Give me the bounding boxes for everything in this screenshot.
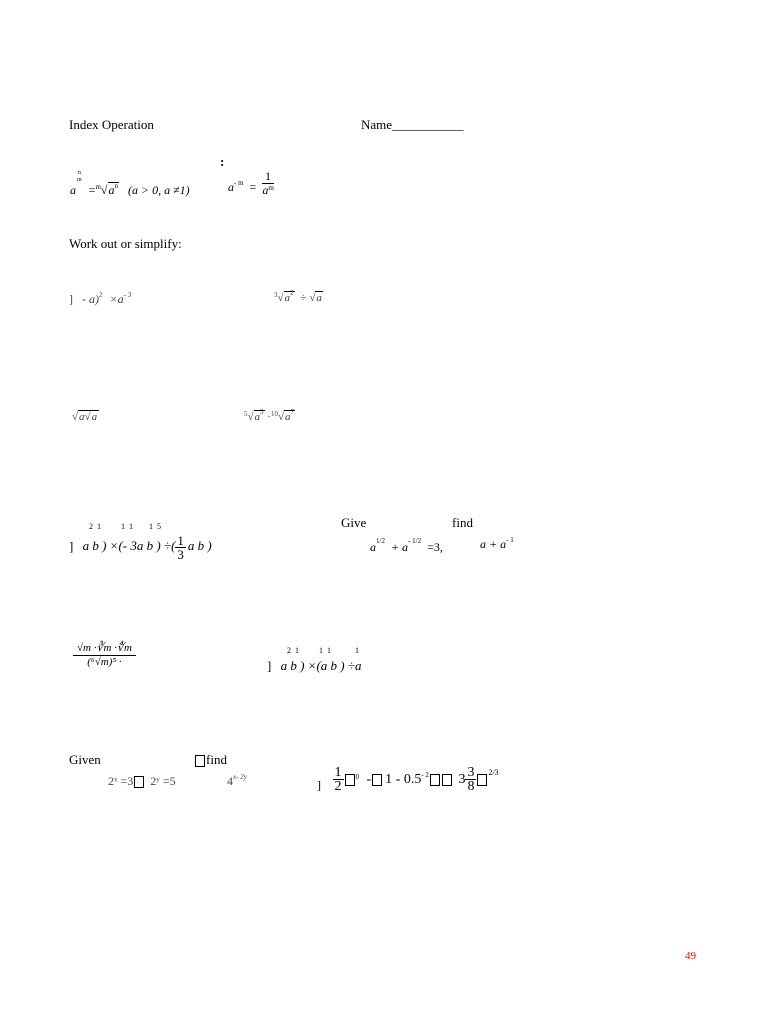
p9-find-label: find bbox=[206, 752, 227, 767]
p10-mixed-den: 8 bbox=[467, 779, 475, 794]
p4-radicand1: a bbox=[254, 411, 261, 423]
rule2-den-base: a bbox=[262, 183, 269, 197]
p6-find-label: find bbox=[452, 515, 473, 530]
rule2-base: a bbox=[228, 180, 234, 195]
p10-half-fraction bbox=[333, 766, 344, 793]
rule2-equals: = bbox=[249, 180, 257, 195]
rule2-fraction bbox=[262, 170, 273, 199]
p10-frac-num: 1 bbox=[334, 765, 342, 780]
p6-target-expr: a + a bbox=[480, 537, 507, 551]
p4-radicand1-exp: 3 bbox=[260, 408, 264, 416]
instruction-text: Work out or simplify: bbox=[69, 236, 182, 251]
p9-target-base: 4 bbox=[227, 774, 233, 788]
p2-radicand: a bbox=[284, 292, 291, 304]
rule1-equals: = bbox=[88, 183, 96, 197]
p9-target-exp: x- 2y bbox=[233, 773, 247, 781]
p10-frac-den: 2 bbox=[334, 779, 342, 794]
p10-mixed-fraction bbox=[465, 766, 476, 793]
rule-fractional-exponent: a n m $=^m√a^n$ (a > 0, a ≠1) bbox=[70, 170, 190, 197]
placeholder-box-icon bbox=[442, 774, 452, 786]
rule1-root-index: m bbox=[95, 183, 101, 191]
p1-exp2: - 3 bbox=[123, 291, 132, 299]
p3-outer-radicand: a bbox=[79, 411, 85, 423]
p6-cond-eq: =3, bbox=[427, 540, 443, 554]
problem-5 bbox=[69, 522, 212, 562]
p10-middle-exp: - 2 bbox=[421, 770, 429, 779]
problem-1 bbox=[69, 292, 131, 307]
p8-expression: a b ) ×(a b ) ÷a bbox=[280, 658, 362, 673]
p10-final-exp: 2/3 bbox=[488, 767, 499, 777]
rule1-exp-num: n bbox=[77, 170, 81, 176]
rule1-condition: (a > 0, a ≠1) bbox=[128, 183, 190, 197]
p5-tail: a b ) bbox=[187, 538, 212, 554]
p7-fraction bbox=[73, 642, 136, 669]
p10-mixed-num: 3 bbox=[467, 765, 475, 780]
rule2-numerator: 1 bbox=[262, 170, 273, 184]
placeholder-box-icon bbox=[477, 774, 487, 786]
p6-target-exp: - 1 bbox=[506, 536, 514, 544]
problem-4: $^5√a^3 \cdot^{10}√a^7$ bbox=[244, 408, 295, 423]
p2-root-index: 3 bbox=[274, 291, 278, 299]
p9-find-wrap bbox=[194, 752, 227, 768]
p5-expression: a b ) ×(- 3a b ) ÷( bbox=[82, 538, 176, 554]
p1-exp: 2 bbox=[99, 291, 103, 299]
problem-2: $^3√a^2 \div √a$ bbox=[274, 289, 322, 304]
p2-divide: ÷ bbox=[300, 292, 307, 304]
rule-negative-exponent bbox=[228, 168, 274, 197]
p1-bracket: ] bbox=[69, 292, 73, 306]
colon-mark: : bbox=[220, 154, 225, 169]
problem-7 bbox=[73, 642, 136, 669]
rule2-exp: - m bbox=[234, 179, 244, 188]
placeholder-box-icon bbox=[372, 774, 382, 786]
p5-frac-den: 3 bbox=[177, 547, 184, 562]
p2-radicand2: a bbox=[316, 292, 322, 304]
p1-base: - a) bbox=[82, 292, 99, 306]
p1-times: ×a bbox=[109, 292, 124, 306]
rule1-radicand-exp: n bbox=[114, 182, 118, 190]
p9-given-label: Given bbox=[69, 752, 101, 767]
p5-frac-num: 1 bbox=[177, 533, 184, 548]
p4-root-index2: 10 bbox=[270, 410, 278, 418]
p6-give-label: Give bbox=[341, 515, 367, 530]
name-field-label: Name___________ bbox=[361, 117, 464, 132]
p9-conditions bbox=[108, 774, 176, 789]
p10-whole: 3 bbox=[458, 771, 466, 787]
p10-middle: 1 - 0.5 bbox=[385, 771, 422, 787]
placeholder-box-icon bbox=[195, 755, 205, 767]
rule1-exp-den: m bbox=[77, 177, 82, 183]
page-number: 49 bbox=[685, 950, 696, 962]
rule2-den-exp: m bbox=[268, 184, 274, 192]
problem-10: ] $\frac{1}{2}$ $^0 - 1 - 0.5^{- 2}$ 3 $\frac{3}{8}$ $^{2/3}$ bbox=[317, 765, 499, 794]
p5-exponents: 2 1 1 1 1 5 bbox=[89, 522, 161, 531]
p5-fraction bbox=[175, 534, 186, 561]
p6-target bbox=[480, 537, 514, 552]
p4-radicand2-exp: 7 bbox=[290, 408, 295, 416]
p2-radicand-exp: 2 bbox=[290, 289, 294, 297]
placeholder-box-icon bbox=[345, 774, 355, 786]
p8-bracket: ] bbox=[267, 658, 272, 673]
rule1-base: a bbox=[70, 183, 76, 197]
worksheet-title: Index Operation bbox=[69, 117, 154, 132]
placeholder-box-icon bbox=[134, 776, 144, 788]
p6-cond-exp2: - 1/2 bbox=[408, 537, 422, 545]
p6-condition bbox=[370, 530, 443, 554]
problem-3: √a√a bbox=[72, 411, 98, 423]
p9-target bbox=[227, 774, 247, 789]
p7-numerator: √m ·∛m ·∜m bbox=[73, 642, 136, 656]
p4-root-index1: 5 bbox=[244, 410, 248, 418]
p6-cond-exp1: 1/2 bbox=[376, 537, 385, 545]
p3-inner-radicand: a bbox=[91, 411, 98, 423]
p7-denominator: (⁶√m)⁵ · bbox=[87, 656, 122, 668]
placeholder-box-icon bbox=[430, 774, 440, 786]
problem-8 bbox=[267, 646, 362, 673]
p9-condition-y: 2ʸ =5 bbox=[150, 774, 176, 788]
p9-condition-x: 2ˣ =3 bbox=[108, 774, 134, 788]
rule1-radicand: a bbox=[108, 183, 115, 197]
p8-exponents: 2 1 1 1 1 bbox=[287, 646, 359, 655]
p6-cond-plus: + a bbox=[390, 540, 409, 554]
p4-radicand2: a bbox=[285, 411, 291, 423]
p5-bracket: ] bbox=[69, 538, 74, 554]
p10-bracket: ] bbox=[317, 777, 321, 792]
p6-cond-a: a bbox=[370, 540, 376, 554]
p10-exp-zero: 0 bbox=[355, 772, 359, 781]
p4-dot: · bbox=[267, 411, 271, 423]
